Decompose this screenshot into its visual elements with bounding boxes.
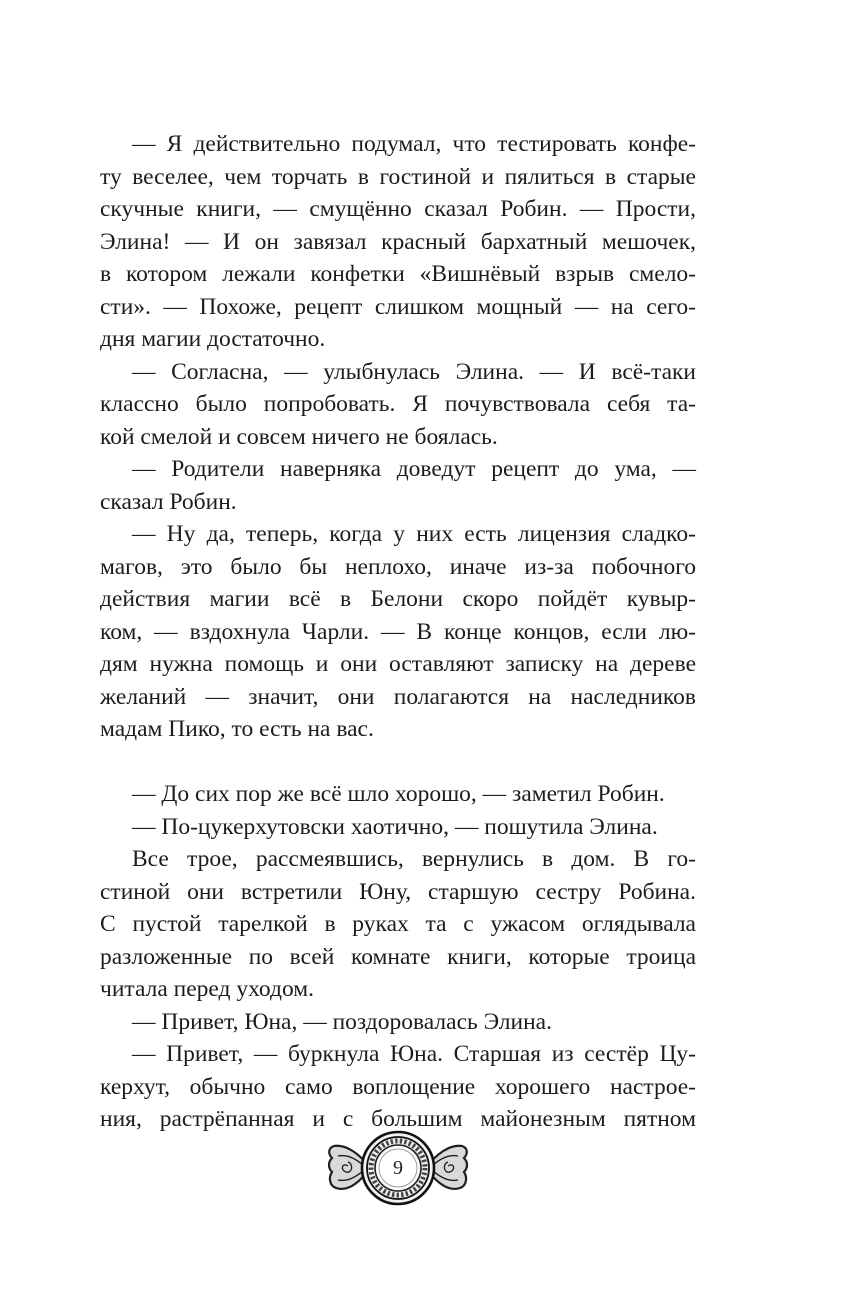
- text-line: Элина! — И он завязал красный бархатный мешочек,: [100, 228, 696, 255]
- text-line: классно было попробовать. Я почувствовала себя та-: [100, 391, 696, 417]
- text-line: — Привет, Юна, — поздоровалась Элина.: [132, 1008, 552, 1035]
- text-line: — До сих пор же всё шло хорошо, — заметил Робин.: [132, 781, 665, 807]
- text-line: дям нужна помощь и они оставляют записку на дереве: [100, 651, 696, 677]
- text-line: — По-цукерхутовски хаотично, — пошутила Элина.: [132, 813, 658, 840]
- text-line: желаний — значит, они полагаются на наследников: [100, 683, 696, 710]
- page-body-text: [100, 128, 696, 1136]
- text-line: действия магии всё в Белони скоро пойдёт кувыр-: [100, 586, 696, 612]
- page-number: 9: [393, 1157, 403, 1179]
- text-line: читала перед уходом.: [100, 976, 315, 1002]
- text-line: разложенные по всей комнате книги, которые троица: [100, 943, 696, 970]
- candy-page-number-badge: [326, 1124, 470, 1212]
- section-break: [100, 746, 696, 779]
- text-line: в котором лежали конфетки «Вишнёвый взрыв смело-: [100, 261, 696, 287]
- text-line: сказал Робин.: [100, 488, 237, 515]
- text-line: мадам Пико, то есть на вас.: [100, 716, 374, 742]
- text-line: — Я действительно подумал, что тестировать конфе-: [132, 131, 696, 157]
- text-line: магов, это было бы неплохо, иначе из-за побочного: [100, 553, 696, 580]
- text-line: — Родители наверняка доведут рецепт до ума, —: [132, 456, 696, 482]
- text-line: ния, растрёпанная и с большим майонезным пятном: [100, 1106, 696, 1132]
- text-line: стиной они встретили Юну, старшую сестру Робина.: [100, 878, 696, 905]
- text-line: ком, — вздохнула Чарли. — В конце концов, если лю-: [100, 618, 696, 645]
- text-line: кой смелой и совсем ничего не боялась.: [100, 423, 498, 450]
- text-line: Все трое, рассмеявшись, вернулись в дом. В го-: [132, 846, 696, 872]
- text-line: — Привет, — буркнула Юна. Старшая из сестёр Цу-: [132, 1041, 696, 1067]
- text-line: С пустой тарелкой в руках та с ужасом оглядывала: [100, 911, 696, 937]
- text-line: — Ну да, теперь, когда у них есть лицензия сладко-: [132, 521, 696, 547]
- text-line: ту веселее, чем торчать в гостиной и пялиться в старые: [100, 163, 696, 190]
- text-line: сти». — Похоже, рецепт слишком мощный — на сего-: [100, 293, 696, 320]
- text-line: дня магии достаточно.: [100, 326, 326, 352]
- text-line: — Согласна, — улыбнулась Элина. — И всё-таки: [132, 358, 696, 385]
- text-line: скучные книги, — смущённо сказал Робин. — Прости,: [100, 196, 696, 222]
- text-line: керхут, обычно само воплощение хорошего настрое-: [100, 1073, 696, 1100]
